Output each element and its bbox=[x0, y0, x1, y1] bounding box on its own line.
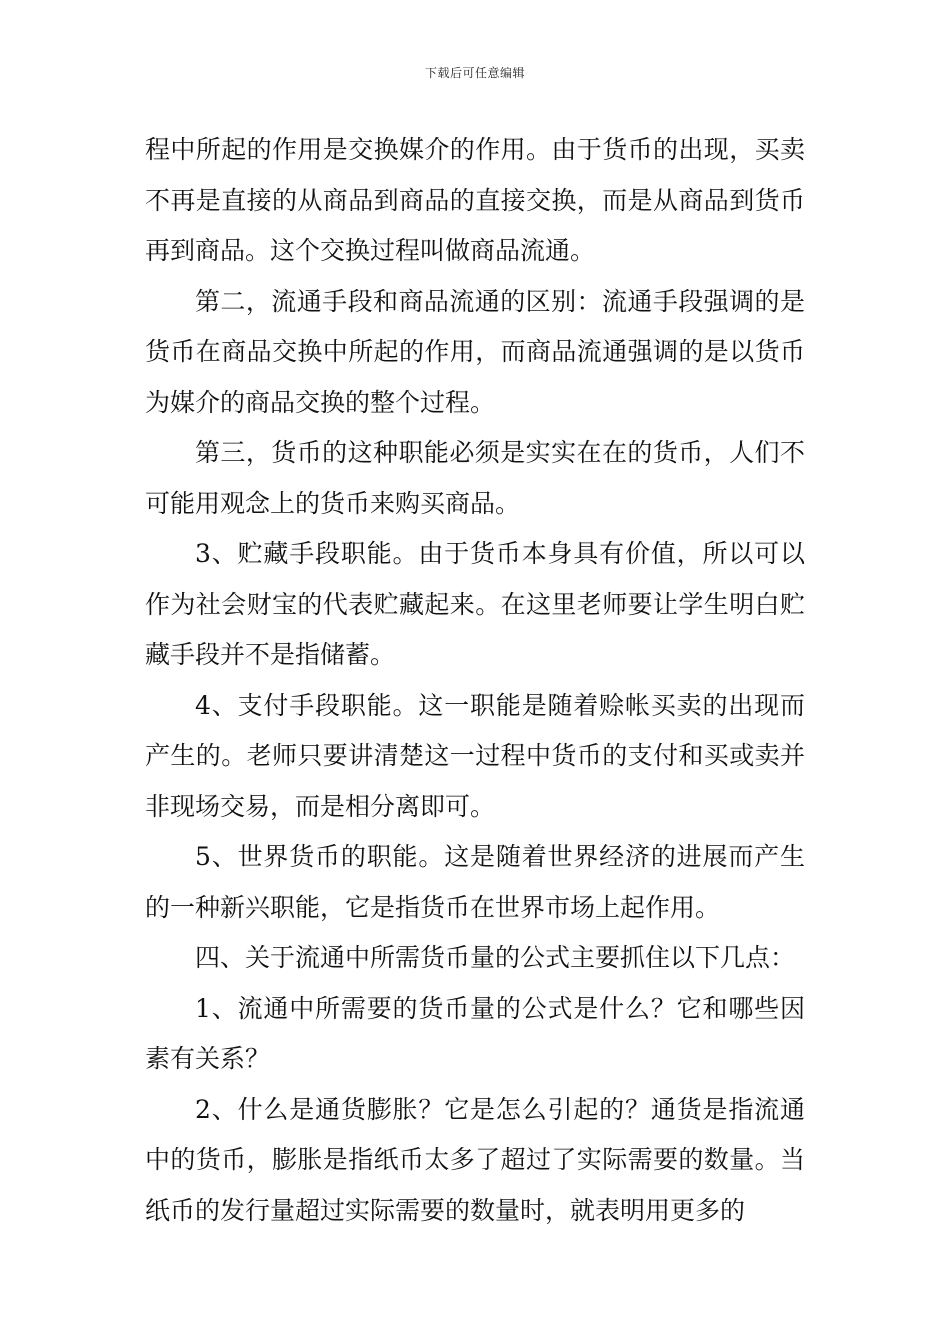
paragraph-2: 第二，流通手段和商品流通的区别：流通手段强调的是货币在商品交换中所起的作用，而商品流通强调的是以货币为媒介的商品交换的整个过程。 bbox=[145, 286, 805, 417]
paragraph-9: 2、什么是通货膨胀？它是怎么引起的？通货是指流通中的货币，膨胀是指纸币太多了超过了实际需要的数量。当纸币的发行量超过实际需要的数量时，就表明用更多的 bbox=[145, 1094, 805, 1225]
document-body bbox=[145, 125, 805, 1236]
paragraph-6: 5、世界货币的职能。这是随着世界经济的进展而产生的一种新兴职能，它是指货币在世界市场上起作用。 bbox=[145, 842, 805, 922]
paragraph-3: 第三，货币的这种职能必须是实实在在的货币，人们不可能用观念上的货币来购买商品。 bbox=[145, 438, 805, 518]
paragraph-4: 3、贮藏手段职能。由于货币本身具有价值，所以可以作为社会财宝的代表贮藏起来。在这里老师要让学生明白贮藏手段并不是指储蓄。 bbox=[145, 539, 805, 669]
paragraph-7: 四、关于流通中所需货币量的公式主要抓住以下几点： bbox=[195, 943, 796, 972]
paragraph-1: 程中所起的作用是交换媒介的作用。由于货币的出现，买卖不再是直接的从商品到商品的直接交换，而是从商品到货币再到商品。这个交换过程叫做商品流通。 bbox=[145, 135, 805, 265]
paragraph-8: 1、流通中所需要的货币量的公式是什么？它和哪些因素有关系？ bbox=[145, 993, 805, 1073]
paragraph-5: 4、支付手段职能。这一职能是随着赊帐买卖的出现而产生的。老师只要讲清楚这一过程中货币的支付和买或卖并非现场交易，而是相分离即可。 bbox=[145, 690, 805, 821]
page-header: 下载后可任意编辑 bbox=[424, 66, 525, 80]
